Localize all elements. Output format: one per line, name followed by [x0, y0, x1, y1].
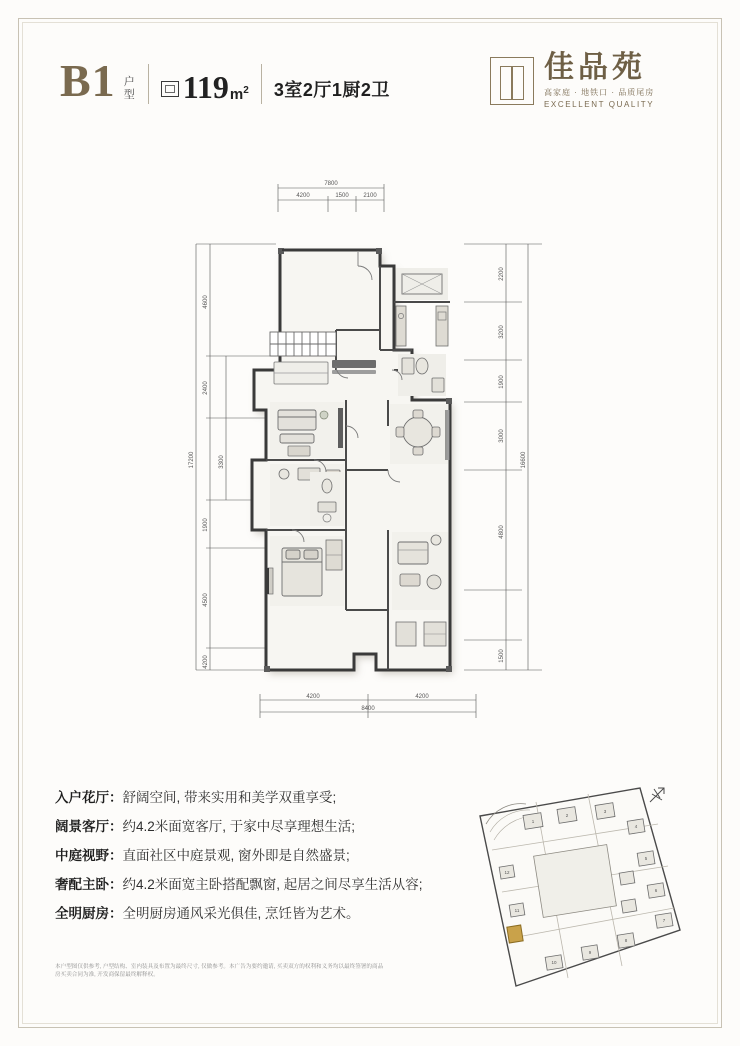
- unit-type-label-line1: 户: [123, 76, 136, 88]
- bathroom-master: [310, 472, 344, 526]
- dim-bottom-4200-b: 4200: [415, 694, 429, 700]
- feature-title: 阔景客厅：: [55, 819, 123, 834]
- area-value: 119: [182, 69, 229, 105]
- dim-right-1900: 1900: [499, 375, 505, 389]
- feature-title: 入户花厅：: [55, 790, 123, 805]
- floorplan-drawing: [150, 170, 590, 730]
- header: [60, 51, 680, 128]
- dim-bottom-4200-a: 4200: [306, 694, 320, 700]
- dim-top-7800: 7800: [324, 181, 338, 187]
- disclaimer-text: 本户型图仅供参考, 户型结构、室内装具及布置为最终尺寸, 仅做参考。本广告为要约邀请, 买卖双方的权利和义务均以最终签署的商品房买卖合同为准, 开发商保留最终解释权。: [55, 964, 384, 978]
- svg-text:4: 4: [634, 824, 638, 829]
- highlight-building: [507, 925, 523, 943]
- svg-text:2: 2: [565, 813, 569, 818]
- svg-text:1: 1: [531, 819, 535, 824]
- feature-item: [55, 790, 455, 806]
- kitchen: [396, 268, 448, 346]
- bathroom-guest: [398, 354, 446, 396]
- divider-2: [261, 64, 262, 104]
- north-arrow-icon: [650, 788, 664, 802]
- dim-left-4500: 4500: [203, 593, 209, 607]
- area-unit: [230, 85, 249, 103]
- svg-text:3: 3: [603, 809, 607, 814]
- dim-right-1500: 1500: [499, 649, 505, 663]
- unit-type-label-line2: 型: [123, 89, 136, 101]
- feature-item: [55, 848, 455, 864]
- dim-left-17200: 17200: [189, 451, 195, 469]
- dim-bottom-8400: 8400: [361, 706, 375, 712]
- dim-left-3300: 3300: [219, 455, 225, 469]
- dim-left-4200: 4200: [203, 655, 209, 669]
- dim-right-3000: 3000: [499, 429, 505, 443]
- area-unit-exponent: 2: [243, 85, 249, 96]
- site-map: [472, 780, 687, 995]
- feature-list: [55, 790, 455, 935]
- unit-code: B1: [60, 55, 116, 106]
- dim-right-2200: 2200: [499, 267, 505, 281]
- dim-left-1900: 1900: [203, 518, 209, 532]
- jiapinyuan-logo-icon: [490, 57, 534, 105]
- room-config: 3室2厅1厨2卫: [273, 80, 390, 100]
- dim-right-3200: 3200: [499, 325, 505, 339]
- svg-text:7: 7: [662, 918, 666, 923]
- living-room: [270, 402, 344, 458]
- dim-top-1500: 1500: [335, 193, 349, 199]
- dim-right-4800: 4800: [499, 525, 505, 539]
- dim-top-2100: 2100: [363, 193, 377, 199]
- dim-left-4600: 4600: [203, 295, 209, 309]
- central-courtyard: [534, 845, 617, 918]
- master-bedroom: [268, 536, 344, 606]
- svg-text:11: 11: [514, 908, 520, 913]
- feature-desc: 舒阔空间, 带来实用和美学双重享受;: [122, 790, 337, 805]
- brand-tagline-en: EXCELLENT QUALITY: [544, 100, 655, 109]
- svg-text:6: 6: [654, 888, 658, 893]
- feature-desc: 直面社区中庭景观, 窗外即是自然盛景;: [122, 848, 350, 863]
- brand-text: [544, 52, 680, 109]
- brand-tagline-cn: 高家庭 · 地铁口 · 品质尾房: [544, 88, 655, 97]
- feature-title: 中庭视野：: [55, 848, 123, 863]
- feature-title: 全明厨房：: [55, 906, 123, 921]
- feature-desc: 约4.2米面宽客厅, 于家中尽享理想生活;: [122, 819, 356, 834]
- svg-text:8: 8: [624, 938, 628, 943]
- feature-desc: 约4.2米面宽主卧搭配飘窗, 起居之间尽享生活从容;: [122, 877, 423, 892]
- dim-left-2400: 2400: [203, 381, 209, 395]
- dim-right-16600: 16600: [521, 451, 527, 469]
- dining-room: [390, 404, 448, 464]
- brand-name: 佳品苑: [544, 51, 646, 84]
- feature-desc: 全明厨房通风采光俱佳, 烹饪皆为艺术。: [122, 906, 360, 921]
- header-left: [60, 55, 390, 106]
- svg-text:12: 12: [504, 870, 510, 875]
- area-block: [161, 71, 249, 103]
- unit-type-label: [124, 76, 136, 102]
- brand-block: [490, 52, 680, 109]
- balcony: [270, 332, 336, 356]
- feature-item: [55, 819, 455, 835]
- floorplan-icon: [161, 81, 179, 97]
- feature-title: 奢配主卧：: [55, 877, 123, 892]
- svg-text:10: 10: [551, 960, 557, 965]
- area-unit-text: m: [229, 86, 244, 103]
- svg-text:5: 5: [644, 856, 648, 861]
- svg-text:9: 9: [588, 950, 592, 955]
- feature-item: [55, 906, 455, 922]
- dim-top-4200: 4200: [296, 193, 310, 199]
- feature-item: [55, 877, 455, 893]
- study-area: [392, 532, 448, 610]
- divider-1: [148, 64, 149, 104]
